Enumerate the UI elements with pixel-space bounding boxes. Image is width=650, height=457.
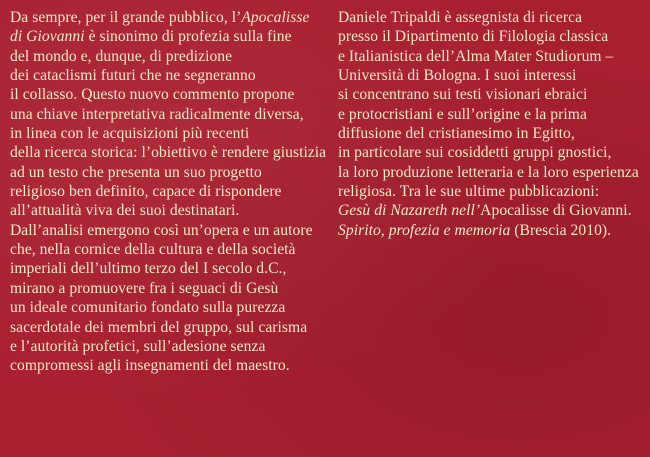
text-run: presso il Dipartimento di Filologia classica	[338, 28, 609, 46]
text-run: si concentrano sui testi visionari ebraici	[338, 86, 588, 104]
text-line	[338, 8, 643, 27]
text-run: un ideale comunitario fondato sulla purezza	[10, 299, 286, 317]
text-run: Università di Bologna. I suoi interessi	[338, 67, 577, 85]
text-run: compromessi agli insegnamenti del maestro.	[10, 357, 290, 375]
text-line	[10, 318, 330, 337]
text-line	[10, 105, 330, 124]
text-run: il collasso. Questo nuovo commento propone	[10, 86, 295, 104]
text-line	[10, 298, 330, 317]
text-line	[338, 27, 643, 46]
text-line	[338, 201, 643, 220]
text-line	[338, 85, 643, 104]
text-line	[10, 201, 330, 220]
text-line	[338, 163, 643, 182]
italic-text-run: Gesù di Nazareth nell’	[338, 202, 481, 220]
text-line	[10, 337, 330, 356]
text-line	[10, 259, 330, 278]
text-line	[10, 85, 330, 104]
text-run: del mondo e, dunque, di predizione	[10, 47, 233, 65]
text-line	[10, 66, 330, 85]
text-line	[10, 240, 330, 259]
text-line	[338, 182, 643, 201]
author-bio-column	[338, 8, 643, 240]
text-run: Daniele Tripaldi è assegnista di ricerca	[338, 9, 583, 26]
text-line	[338, 143, 643, 162]
text-run: in particolare sui cosiddetti gruppi gnostici,	[338, 144, 612, 162]
text-run: e protocristiani e sull’origine e la prima	[338, 105, 587, 123]
text-line	[10, 356, 330, 375]
text-run: in linea con le acquisizioni più recenti	[10, 125, 250, 143]
text-line	[10, 221, 330, 240]
text-run: è sinonimo di profezia sulla fine	[84, 28, 292, 46]
text-line	[338, 66, 643, 85]
text-run: Da sempre, per il grande pubblico, l’	[10, 9, 242, 26]
text-line	[10, 163, 330, 182]
text-run: diffusione del cristianesimo in Egitto,	[338, 125, 575, 143]
text-run: che, nella cornice della cultura e della società	[10, 241, 296, 259]
text-run: sacerdotale dei membri del gruppo, sul carisma	[10, 318, 308, 336]
text-run: Apocalisse di Giovanni.	[480, 202, 632, 220]
text-run: (Brescia 2010).	[510, 221, 612, 239]
text-run: imperiali dell’ultimo terzo del I secolo d.C.,	[10, 260, 287, 278]
text-run: e Italianistica dell’Alma Mater Studiorum –	[338, 47, 614, 65]
text-run: la loro produzione letteraria e la loro esperienza	[338, 163, 639, 181]
text-line	[10, 143, 330, 162]
text-run: religiosa. Tra le sue ultime pubblicazioni:	[338, 183, 600, 201]
text-line	[338, 105, 643, 124]
text-run: della ricerca storica: l’obiettivo è rendere giustizia	[10, 144, 327, 162]
text-run: e l’autorità profetici, sull’adesione senza	[10, 337, 266, 355]
text-line	[338, 124, 643, 143]
text-line	[10, 182, 330, 201]
text-line	[10, 8, 330, 27]
text-line	[338, 221, 643, 240]
text-run: mirano a promuovere fra i seguaci di Gesù	[10, 279, 279, 297]
italic-text-run: di Giovanni	[10, 28, 85, 46]
text-run: ad un testo che presenta un suo progetto	[10, 163, 262, 181]
italic-text-run: Apocalisse	[241, 9, 310, 26]
italic-text-run: Spirito, profezia e memoria	[338, 221, 511, 239]
text-line	[10, 27, 330, 46]
text-line	[10, 47, 330, 66]
text-run: dei cataclismi futuri che ne segneranno	[10, 67, 256, 85]
text-line	[10, 279, 330, 298]
text-run: all’attualità viva dei suoi destinatari.	[10, 202, 240, 220]
text-run: religioso ben definito, capace di rispondere	[10, 183, 282, 201]
blurb-column	[10, 8, 330, 376]
text-line	[338, 47, 643, 66]
text-run: Dall’analisi emergono così un’opera e un autore	[10, 221, 313, 239]
text-run: una chiave interpretativa radicalmente diversa,	[10, 105, 304, 123]
text-line	[10, 124, 330, 143]
